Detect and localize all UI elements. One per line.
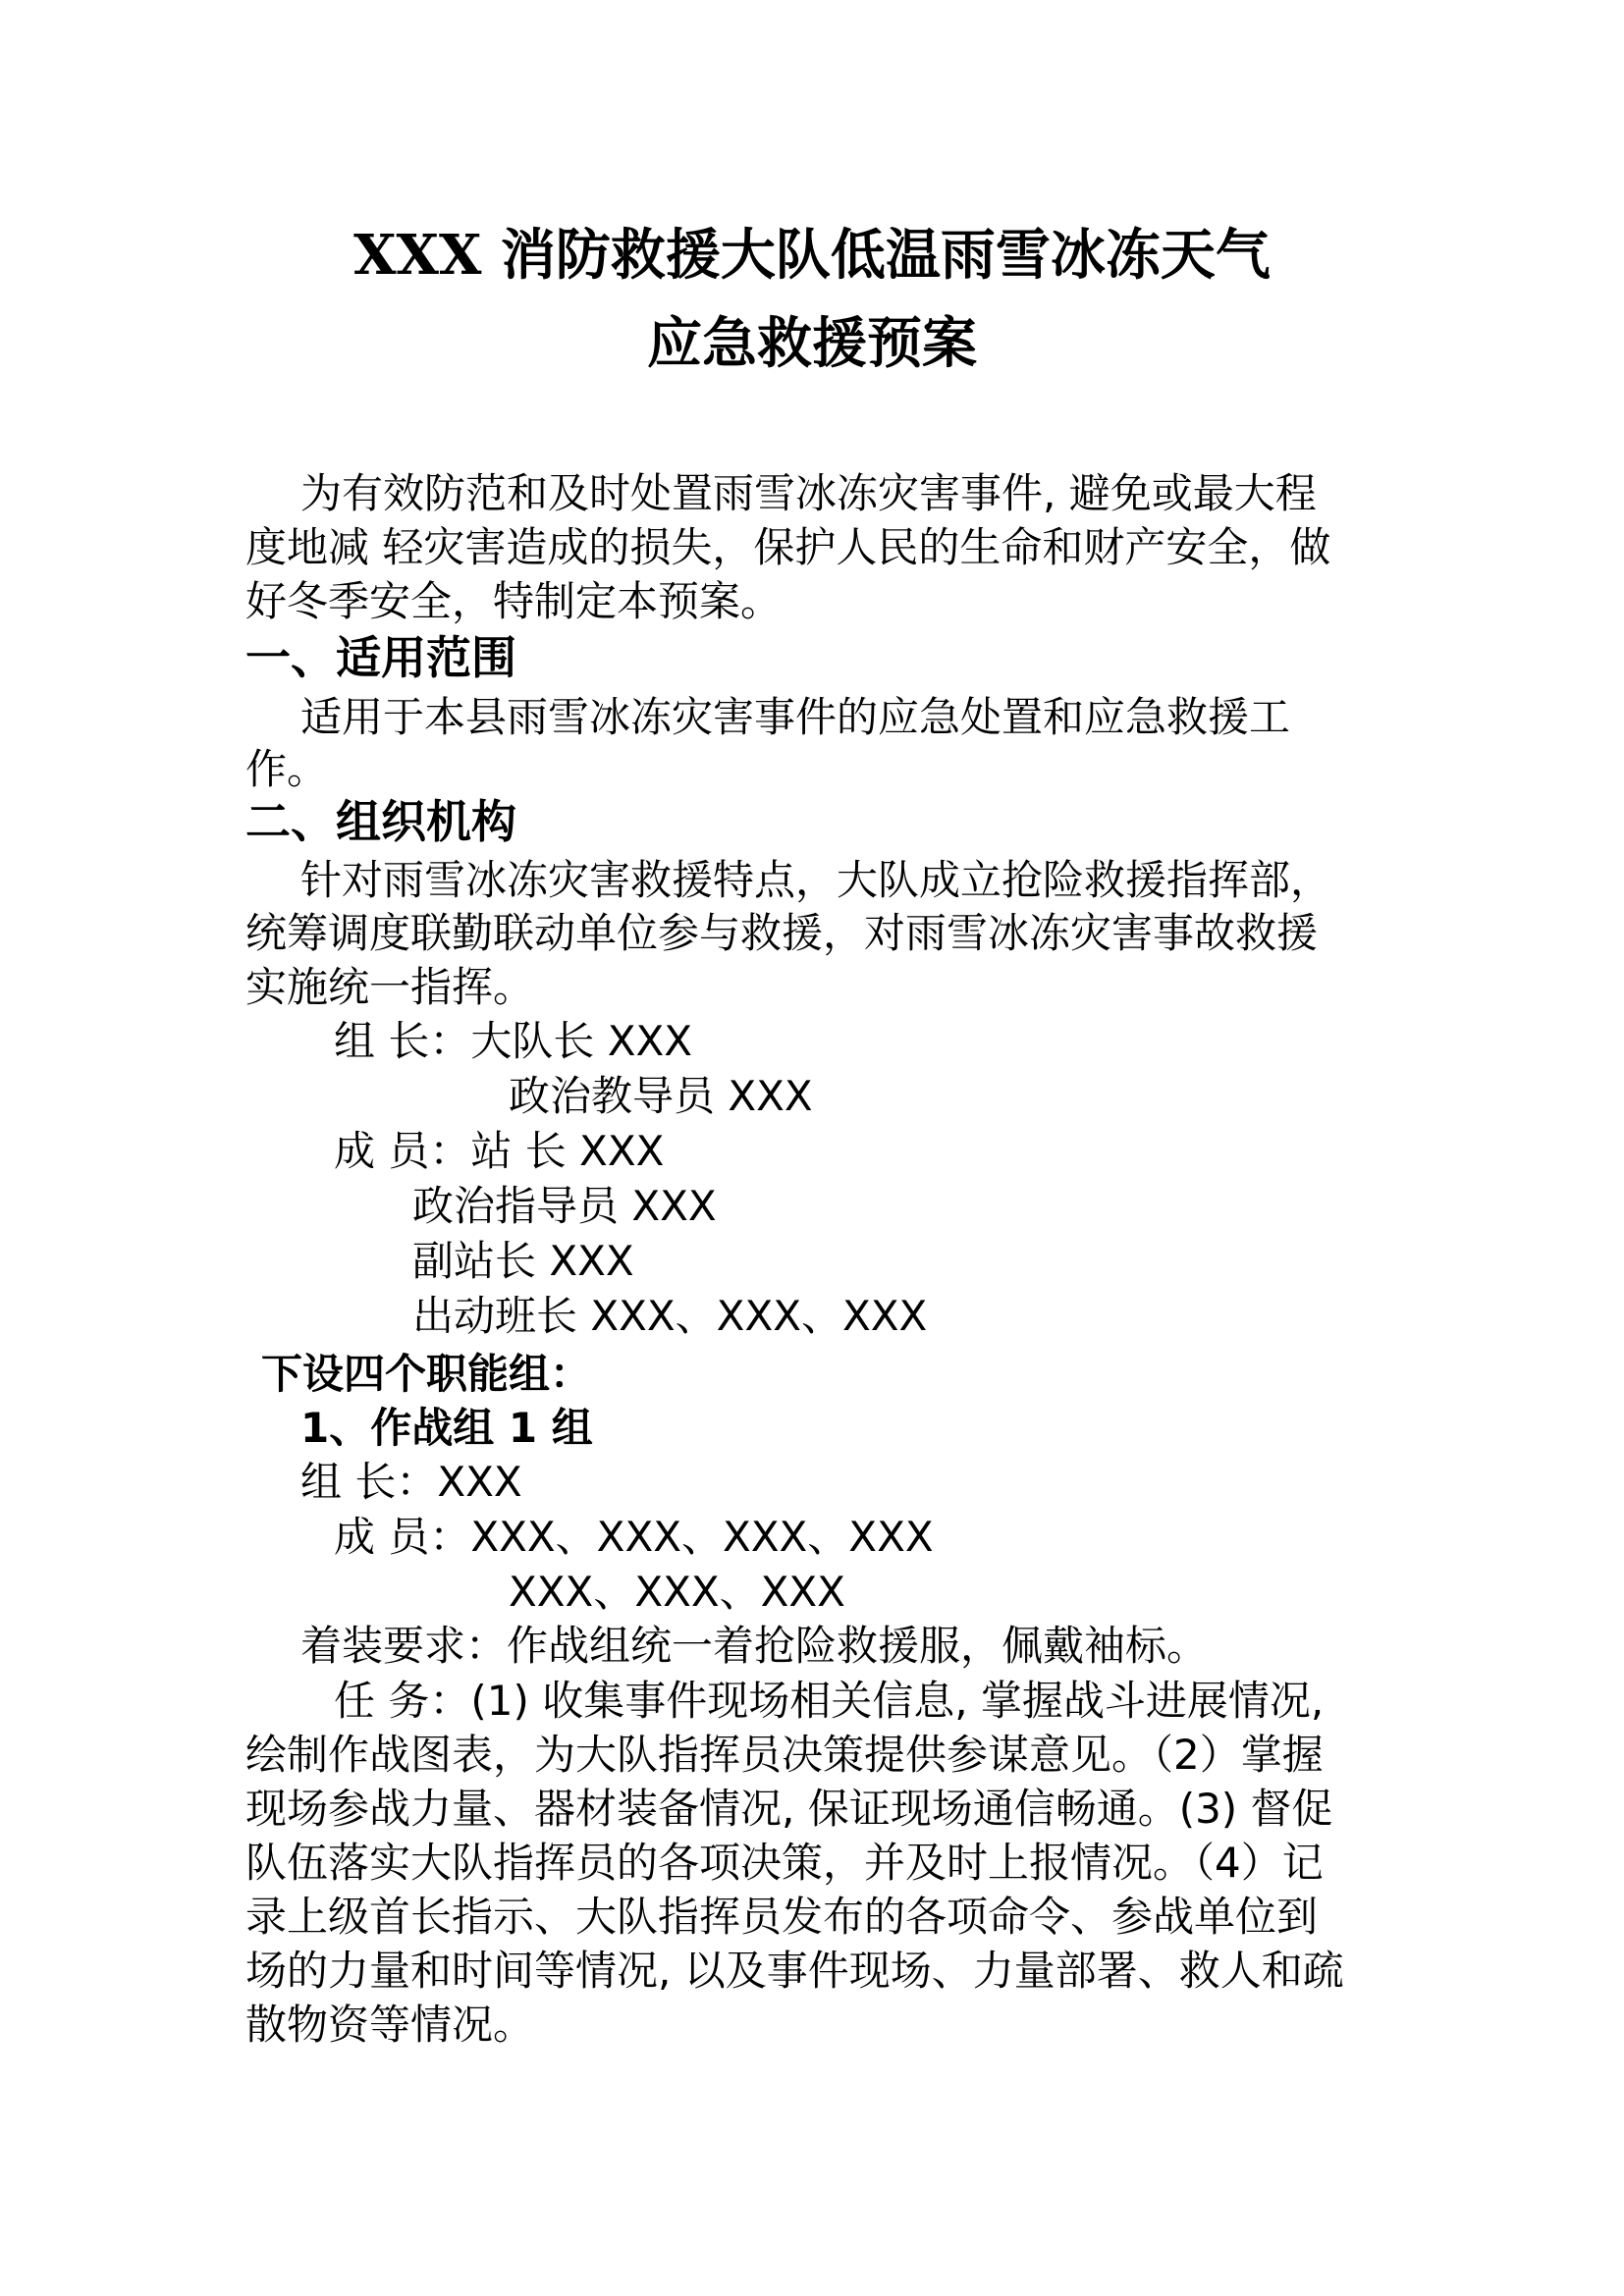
intro-line-3: 好冬季安全，特制定本预案。 <box>245 577 783 625</box>
document-title-line-1: XXX 消防救援大队低温雨雪冰冻天气 <box>353 223 1271 288</box>
group-1-task-line-3: 现场参战力量、器材装备情况, 保证现场通信畅通。(3) 督促 <box>245 1785 1333 1833</box>
intro-line-1: 为有效防范和及时处置雨雪冰冻灾害事件, 避免或最大程 <box>300 469 1317 517</box>
subunits-heading: 下设四个职能组： <box>261 1350 592 1398</box>
group-1-heading: 1、作战组 1 组 <box>300 1404 593 1452</box>
section-1-line-1: 适用于本县雨雪冰冻灾害事件的应急处置和应急救援工 <box>300 693 1291 741</box>
group-1-task-line-6: 场的力量和时间等情况, 以及事件现场、力量部署、救人和疏 <box>245 1947 1344 1995</box>
intro-line-2: 度地减 轻灾害造成的损失，保护人民的生命和财产安全，做 <box>245 523 1331 571</box>
roster-deputy-leader: 政治教导员 XXX <box>509 1072 813 1120</box>
document-title-line-2: 应急救援预案 <box>647 311 977 376</box>
group-1-members-line-2: XXX、XXX、XXX <box>509 1568 845 1616</box>
group-1-members-line-1: 成 员：XXX、XXX、XXX、XXX <box>334 1513 934 1561</box>
group-1-task-line-7: 散物资等情况。 <box>245 2001 535 2049</box>
group-1-dress-requirement: 着装要求：作战组统一着抢险救援服，佩戴袖标。 <box>300 1622 1209 1670</box>
section-2-heading: 二、组织机构 <box>245 795 516 848</box>
roster-member-station-chief: 成 员：站 长 XXX <box>334 1127 665 1175</box>
section-2-line-3: 实施统一指挥。 <box>245 963 535 1011</box>
section-1-line-2: 作。 <box>245 745 329 793</box>
group-1-task-line-2: 绘制作战图表，为大队指挥员决策提供参谋意见。（2）掌握 <box>245 1731 1324 1779</box>
roster-leader: 组 长：大队长 XXX <box>334 1017 693 1065</box>
section-2-line-2: 统筹调度联勤联动单位参与救援，对雨雪冰冻灾害事故救援 <box>245 909 1319 957</box>
section-1-heading: 一、适用范围 <box>245 631 516 684</box>
roster-member-shift-leaders: 出动班长 XXX、XXX、XXX <box>412 1292 928 1340</box>
group-1-task-line-1: 任 务：(1) 收集事件现场相关信息, 掌握战斗进展情况, <box>334 1677 1325 1725</box>
roster-member-deputy-chief: 副站长 XXX <box>412 1237 634 1285</box>
roster-member-political-instructor: 政治指导员 XXX <box>412 1182 717 1230</box>
group-1-task-line-4: 队伍落实大队指挥员的各项决策，并及时上报情况。（4）记 <box>245 1839 1324 1887</box>
group-1-leader: 组 长：XXX <box>300 1458 522 1506</box>
section-2-line-1: 针对雨雪冰冻灾害救援特点，大队成立抢险救援指挥部， <box>300 856 1332 904</box>
group-1-task-line-5: 录上级首长指示、大队指挥员发布的各项命令、参战单位到 <box>245 1893 1319 1941</box>
